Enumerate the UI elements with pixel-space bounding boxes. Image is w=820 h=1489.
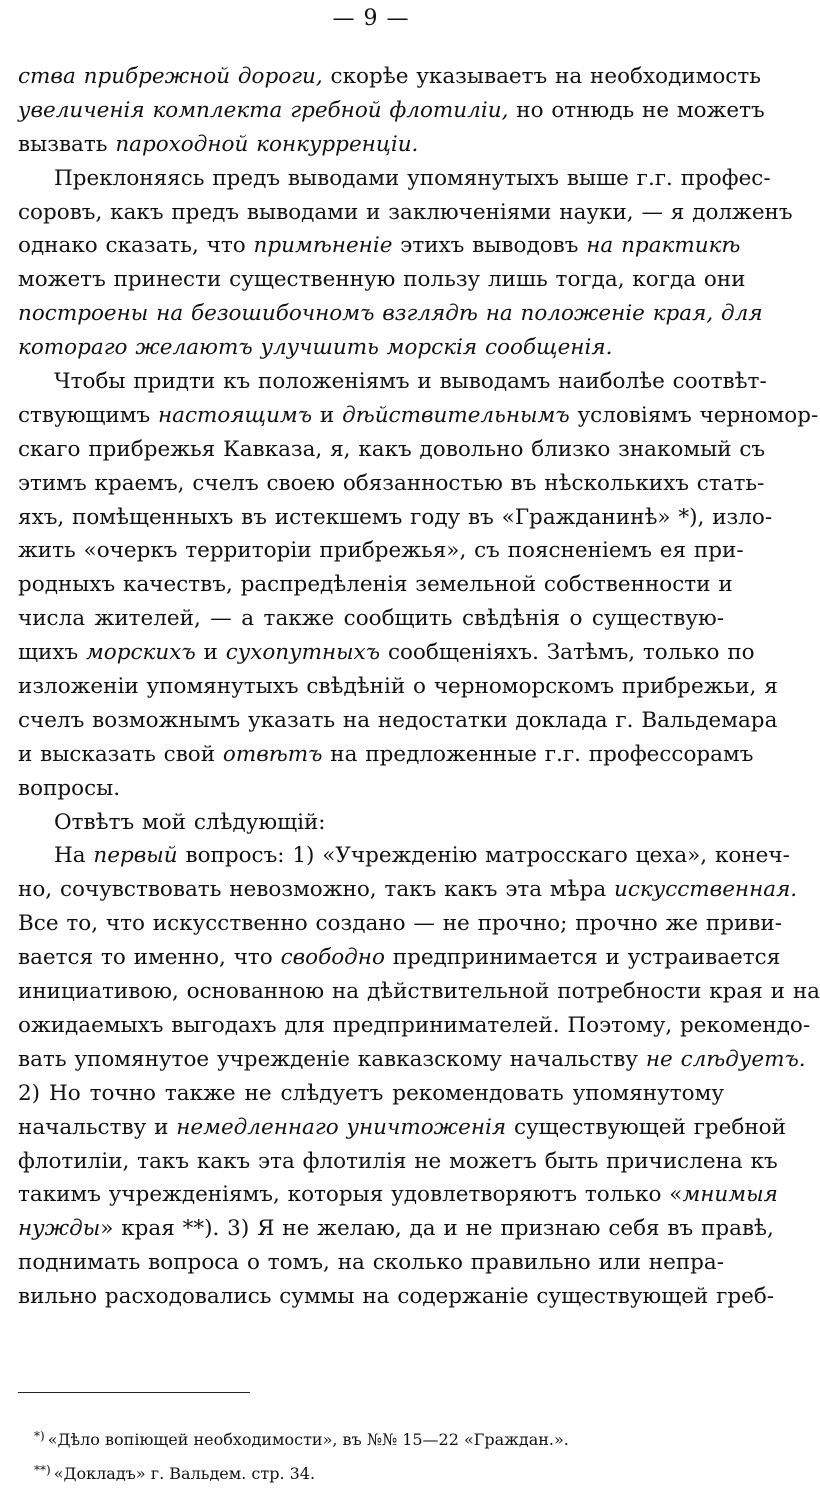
text-line xyxy=(18,467,765,501)
text-segment: скаго прибрежья Кавказа, я, какъ довольно близко знакомый съ xyxy=(18,436,766,462)
footnote-rule xyxy=(18,1392,250,1393)
text-line xyxy=(18,331,724,365)
text-segment: такимъ учрежденіямъ, которыя удовлетворяютъ только « xyxy=(18,1182,683,1208)
text-line xyxy=(18,534,744,568)
footnote-text: «Дѣло вопіющей необходимости», въ №№ 15—22 «Граждан.». xyxy=(47,1429,569,1449)
text-segment: яхъ, помѣщенныхъ въ истекшемъ году въ «Гражданинѣ» *), изло- xyxy=(18,504,773,530)
text-line xyxy=(18,772,724,806)
text-line xyxy=(18,873,798,907)
text-segment: родныхъ качествъ, распредѣленія земельной собственности и xyxy=(18,572,733,598)
text-line xyxy=(18,365,767,399)
text-line xyxy=(18,806,724,840)
italic-text: примѣненіе xyxy=(253,233,393,259)
italic-text: дѣйствительнымъ xyxy=(342,402,570,428)
italic-text: искусственная. xyxy=(614,877,798,903)
text-segment: инициативою, основанною на дѣйствительной потребности края и на xyxy=(18,979,820,1005)
text-segment: вопросы. xyxy=(18,775,121,801)
text-line xyxy=(18,602,724,636)
italic-text: отвѣтъ xyxy=(222,741,323,767)
text-segment: Чтобы придти къ положеніямъ и выводамъ наиболѣе соотвѣт- xyxy=(54,369,767,395)
italic-text: мнимыя xyxy=(682,1182,778,1208)
body-text xyxy=(18,60,820,1314)
text-segment: » края **). 3) Я не желаю, да и не признаю себя въ правѣ, xyxy=(100,1216,774,1242)
text-segment: вается то именно, что xyxy=(18,945,281,971)
text-segment: и xyxy=(312,402,343,428)
text-line xyxy=(18,501,773,535)
text-segment: на предложенные г.г. профессорамъ xyxy=(322,741,754,767)
text-segment: условіямъ черномор- xyxy=(569,402,819,428)
text-segment: ствующимъ xyxy=(18,402,158,428)
text-segment: и высказать свой xyxy=(18,741,223,767)
text-line xyxy=(18,263,746,297)
text-segment: начальству и xyxy=(18,1114,177,1140)
italic-text: морскихъ xyxy=(85,640,196,666)
text-line xyxy=(18,94,765,128)
text-segment: скорѣе указываетъ на необходимость xyxy=(322,64,761,89)
text-line xyxy=(18,1280,775,1314)
footnote xyxy=(34,1455,724,1489)
italic-text: котораго желаютъ улучшить морскія сообщенія. xyxy=(18,335,613,361)
italic-text: настоящимъ xyxy=(157,402,313,428)
text-segment: вильно расходовались суммы на содержаніе существующей греб- xyxy=(18,1284,775,1310)
text-line xyxy=(18,1212,774,1246)
text-segment: ожидаемыхъ выгодахъ для предпринимателей. Поэтому, рекомендо- xyxy=(18,1012,811,1038)
italic-text: сухопутныхъ xyxy=(225,640,381,666)
italic-text: построены на безошибочномъ взглядѣ на положеніе края, для xyxy=(18,301,763,327)
text-line xyxy=(18,297,763,331)
page-number: — 9 — xyxy=(332,6,410,31)
footnote-text: «Докладъ» г. Вальдем. стр. 34. xyxy=(53,1463,316,1483)
text-line xyxy=(18,60,761,94)
footnote-mark: **) xyxy=(34,1462,51,1477)
text-line xyxy=(18,738,754,772)
text-line xyxy=(18,907,783,941)
text-segment: щихъ xyxy=(18,640,86,666)
italic-text: первый xyxy=(93,843,178,869)
text-segment: предпринимается и устраивается xyxy=(384,945,781,971)
italic-text: на практикѣ xyxy=(586,233,741,259)
footnote xyxy=(34,1421,724,1455)
text-line xyxy=(18,1077,724,1111)
text-segment: но, сочувствовать невозможно, такъ какъ эта мѣра xyxy=(18,877,615,903)
text-line xyxy=(18,975,820,1009)
text-segment: существующей гребной xyxy=(506,1114,786,1140)
text-line xyxy=(18,636,755,670)
text-segment: Отвѣтъ мой слѣдующій: xyxy=(54,809,326,835)
text-segment: изложеніи упомянутыхъ свѣдѣній о черноморскомъ прибрежьи, я xyxy=(18,674,778,700)
italic-text: немедленнаго уничтоженія xyxy=(176,1114,507,1140)
text-segment: сообщеніяхъ. Затѣмъ, только по xyxy=(380,640,755,666)
text-segment: вать упомянутое учрежденіе кавказскому начальству xyxy=(18,1046,646,1072)
text-line xyxy=(18,196,793,230)
italic-text: увеличенія комплекта гребной флотиліи, xyxy=(18,97,509,123)
text-line xyxy=(18,162,771,196)
text-line xyxy=(18,568,733,602)
italic-text: пароходной конкурренціи. xyxy=(115,131,419,157)
text-line xyxy=(18,399,819,433)
footnote-mark: *) xyxy=(34,1428,45,1443)
text-line xyxy=(18,1178,778,1212)
text-segment: вызвать xyxy=(18,131,116,157)
text-line xyxy=(18,704,778,738)
text-segment: 2) Но точно также не слѣдуетъ рекомендовать упомянутому xyxy=(18,1080,724,1106)
text-segment: поднимать вопроса о томъ, на сколько правильно или непра- xyxy=(18,1250,724,1276)
footnotes xyxy=(18,1421,724,1489)
text-segment: флотиліи, такъ какъ эта флотилія не можетъ быть причислена къ xyxy=(18,1148,778,1174)
text-line xyxy=(18,670,778,704)
text-segment: однако сказать, что xyxy=(18,233,254,259)
text-segment: числа жителей, — а также сообщить свѣдѣнія о существую- xyxy=(18,606,724,632)
text-line xyxy=(18,128,724,162)
text-line xyxy=(18,1009,811,1043)
text-line xyxy=(18,1246,724,1280)
text-line xyxy=(18,1111,786,1145)
text-segment: этихъ выводовъ xyxy=(392,233,587,259)
text-segment: этимъ краемъ, счелъ своею обязанностью въ нѣсколькихъ стать- xyxy=(18,470,765,496)
text-segment: На xyxy=(54,843,94,869)
text-line xyxy=(18,839,790,873)
text-segment: Все то, что искусственно создано — не прочно; прочно же приви- xyxy=(18,911,783,937)
italic-text: свободно xyxy=(280,945,385,971)
text-segment: и xyxy=(195,640,226,666)
italic-text: не слѣдуетъ. xyxy=(645,1046,806,1072)
book-page xyxy=(18,0,820,1483)
text-line xyxy=(18,433,766,467)
text-segment: можетъ принести существенную пользу лишь тогда, когда они xyxy=(18,267,746,293)
text-line xyxy=(18,1043,806,1077)
text-segment: Преклоняясь предъ выводами упомянутыхъ выше г.г. профес- xyxy=(54,165,771,191)
italic-text: нужды xyxy=(18,1216,101,1242)
text-line xyxy=(18,941,781,975)
text-line xyxy=(18,229,741,263)
text-segment: но отнюдь не можетъ xyxy=(508,97,765,123)
text-line xyxy=(18,1145,778,1179)
text-segment: соровъ, какъ предъ выводами и заключеніями науки, — я долженъ xyxy=(18,199,793,225)
text-segment: вопросъ: 1) «Учрежденію матросскаго цеха», конеч- xyxy=(177,843,790,869)
text-segment: жить «очеркъ территоріи прибрежья», съ поясненіемъ ея при- xyxy=(18,538,744,564)
italic-text: ства прибрежной дороги, xyxy=(18,64,323,89)
text-segment: счелъ возможнымъ указать на недостатки доклада г. Вальдемара xyxy=(18,707,778,733)
